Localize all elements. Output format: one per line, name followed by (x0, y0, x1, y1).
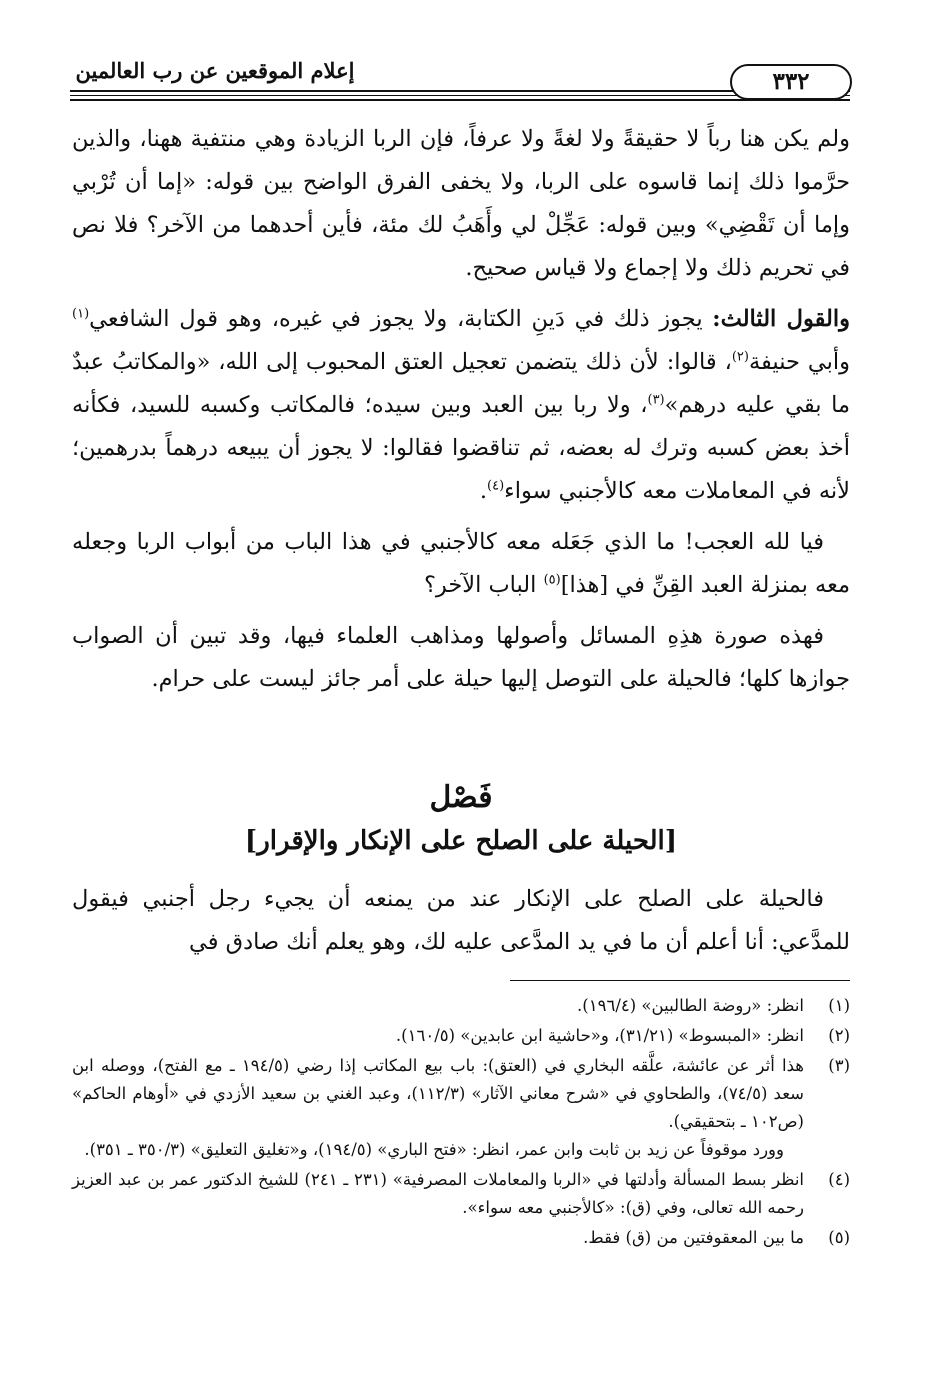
page-header (70, 56, 870, 106)
footnote-ref[interactable]: (٢) (731, 349, 749, 365)
running-title: إعلام الموقعين عن رب العالمين (75, 58, 355, 83)
footnote-text: ما بين المعقوفتين من (ق) فقط. (583, 1228, 804, 1247)
text-run: ، قالوا: لأن ذلك يتضمن تعجيل العتق المحبوب إلى الله، «والمكاتبُ عبدٌ ما بقي عليه درهم» (72, 349, 850, 418)
footnote-ref[interactable]: (٤) (487, 478, 505, 494)
header-rule (70, 95, 850, 96)
footnote (72, 992, 850, 1020)
text-run: . (479, 478, 488, 504)
footnote (72, 1224, 850, 1252)
footnote (72, 1022, 850, 1050)
footnote-number: (٤) (828, 1170, 850, 1189)
paragraph: ولم يكن هنا رباً لا حقيقةً ولا لغةً ولا عرفاً، فإن الربا الزيادة وهي منتفية ههنا، والذين حرَّموا ذلك إنما قاسوه على الربا، ولا يخفى الفرق الواضح بين قوله: «إما أن تُرْبي وإما أن تَقْضِي» وبين قوله: عَجِّلْ لي وأَهَبُ لك مئة، فأين أحدهما من الآخر؟ فلا نص في تحريم ذلك ولا إجماع ولا قياس صحيح. (72, 126, 850, 281)
footnote (72, 1052, 850, 1164)
footnote-body: هذا أثر عن عائشة، علَّقه البخاري في (العتق): باب بيع المكاتب إذا رضي (١٩٤/٥ ـ مع الفتح)، ووصله ابن سعد (٧٤/٥)، والطحاوي في «شرح معاني الآثار» (١١٢/٣)، وعبد الغني بن سعيد الأزدي في «أوهام الحاكم» (ص١٠٢ ـ بتحقيقي). (72, 1056, 804, 1131)
paragraph (72, 521, 850, 607)
paragraph (72, 298, 850, 513)
footnote (72, 1166, 850, 1222)
text-run: الباب الآخر؟ (423, 572, 544, 598)
section-heading: فَصْل (429, 780, 493, 815)
footnote-text (72, 1052, 804, 1164)
footnote-ref[interactable]: (٣) (647, 392, 665, 408)
main-text (72, 118, 850, 709)
header-rule (70, 99, 850, 101)
footnotes (72, 992, 850, 1254)
paragraph-lead: والقول الثالث: (712, 306, 851, 332)
footnote-text: انظر: «المبسوط» (٣١/٢١)، و«حاشية ابن عابدين» (١٦٠/٥). (395, 1026, 804, 1045)
paragraph: فهذه صورة هذِهِ المسائل وأصولها ومذاهب العلماء فيها، وقد تبين أن الصواب جوازها كلها؛ فالحيلة على التوصل إليها حيلة على أمر جائز ليست على حرام. (72, 623, 850, 692)
footnote-number: (٢) (828, 1026, 850, 1045)
footnote-divider (510, 980, 850, 981)
footnote-number: (١) (828, 996, 850, 1015)
text-run: وأبي حنيفة (748, 349, 850, 375)
footnote-text: انظر: «روضة الطالبين» (١٩٦/٤). (577, 996, 804, 1015)
section-subheading: [الحيلة على الصلح على الإنكار والإقرار] (244, 826, 678, 856)
footnote-text: انظر بسط المسألة وأدلتها في «الربا والمعاملات المصرفية» (٢٣١ ـ ٢٤١) للشيخ الدكتور عمر بن عبد العزيز رحمه الله تعالى، وفي (ق): «كالأجنبي معه سواء». (72, 1170, 804, 1217)
footnote-ref[interactable]: (٥) (543, 572, 561, 588)
footnote-number: (٥) (828, 1228, 850, 1247)
footnote-continuation: وورد موقوفاً عن زيد بن ثابت وابن عمر، انظر: «فتح الباري» (١٩٤/٥)، و«تغليق التعليق» (٣٥٠/٣ ـ ٣٥١). (84, 1140, 784, 1159)
page-number: ٣٣٢ (730, 64, 852, 100)
footnote-number: (٣) (828, 1056, 850, 1075)
paragraph: فالحيلة على الصلح على الإنكار عند من يمنعه أن يجيء رجل أجنبي فيقول للمدَّعي: أنا أعلم أن ما في يد المدَّعى عليه لك، وهو يعلم أنك صادق في (72, 886, 850, 955)
text-run: فيا لله العجب! ما الذي جَعَله معه كالأجنبي في هذا الباب من أبواب الربا وجعله معه بمنزلة العبد القِنِّ في [هذا] (72, 529, 850, 598)
text-run: ، ولا ربا بين العبد وبين سيده؛ فالمكاتب وكسبه للسيد، فكأنه أخذ بعض كسبه وترك له بعضه، ثم تناقضوا فقالوا: لا يجوز أن يبيعه درهماً بدرهمين؛ لأنه في المعاملات معه كالأجنبي سواء (72, 392, 850, 504)
footnote-ref[interactable]: (١) (72, 306, 90, 322)
text-run: يجوز ذلك في دَينِ الكتابة، ولا يجوز في غيره، وهو قول الشافعي (89, 306, 703, 332)
